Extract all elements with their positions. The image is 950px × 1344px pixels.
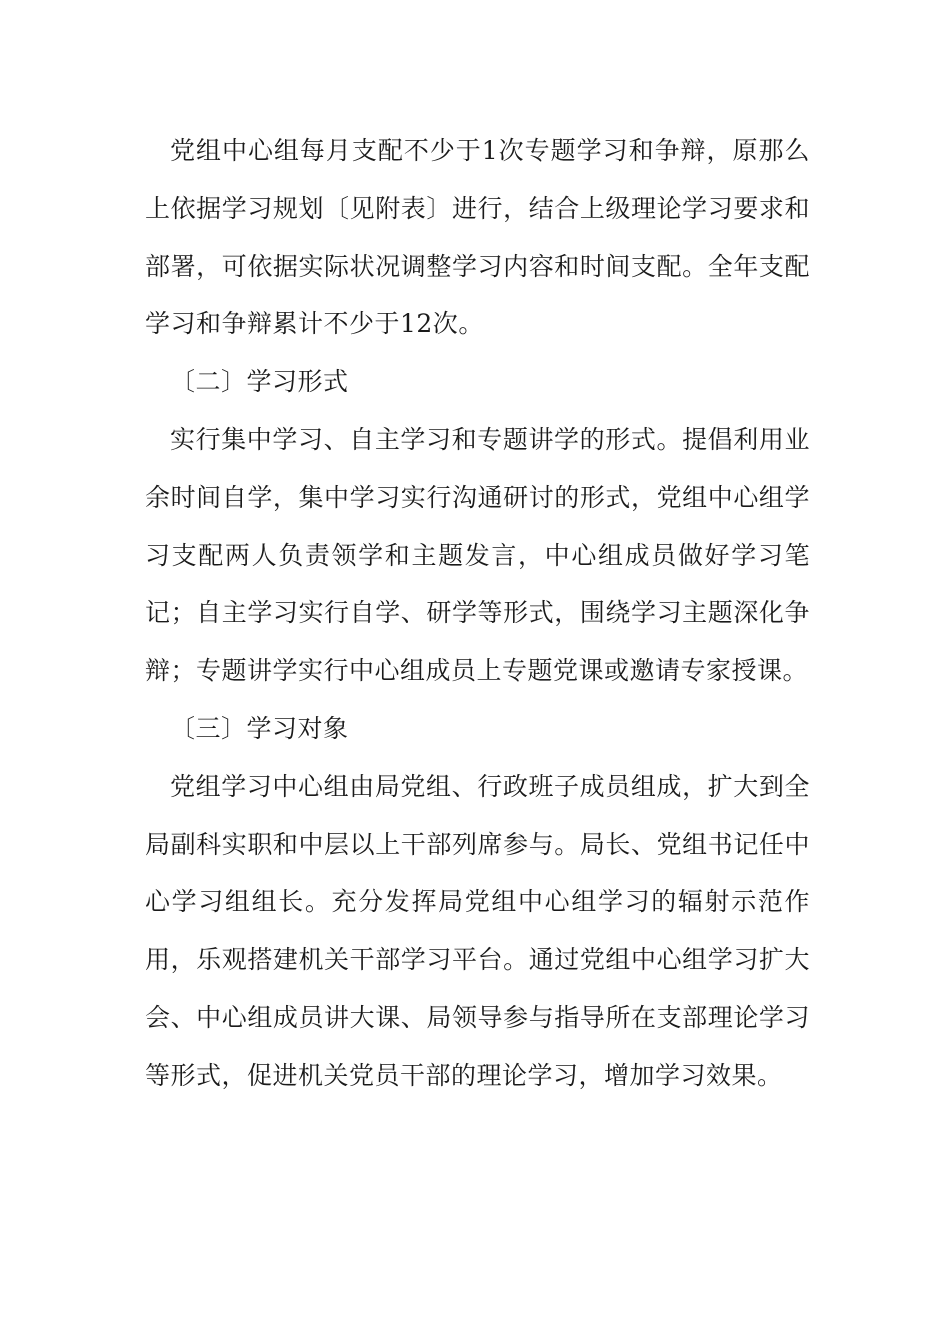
paragraph-study-form: 实行集中学习、自主学习和专题讲学的形式。提倡利用业余时间自学，集中学习实行沟通研讨的形式，党组中心组学习支配两人负责领学和主题发言，中心组成员做好学习笔记；自主学习实行自学、研学等形式，围绕学习主题深化争辩；专题讲学实行中心组成员上专题党课或邀请专家授课。 (145, 424, 810, 686)
paragraph-study-target: 党组学习中心组由局党组、行政班子成员组成，扩大到全局副科实职和中层以上干部列席参与。局长、党组书记任中心学习组组长。充分发挥局党组中心组学习的辐射示范作用，乐观搭建机关干部学习平台。通过党组中心组学习扩大会、中心组成员讲大课、局领导参与指导所在支部理论学习等形式，促进机关党员干部的理论学习，增加学习效果。 (145, 771, 810, 1090)
paragraph-study-schedule: 党组中心组每月支配不少于1次专题学习和争辩，原那么上依据学习规划〔见附表〕进行，结合上级理论学习要求和部署，可依据实际状况调整学习内容和时间支配。全年支配学习和争辩累计不少于12次。 (145, 136, 810, 339)
section-heading-study-form: 〔二〕学习形式 (170, 367, 349, 397)
section-heading-study-target: 〔三〕学习对象 (170, 713, 349, 743)
document-body (145, 122, 810, 1105)
